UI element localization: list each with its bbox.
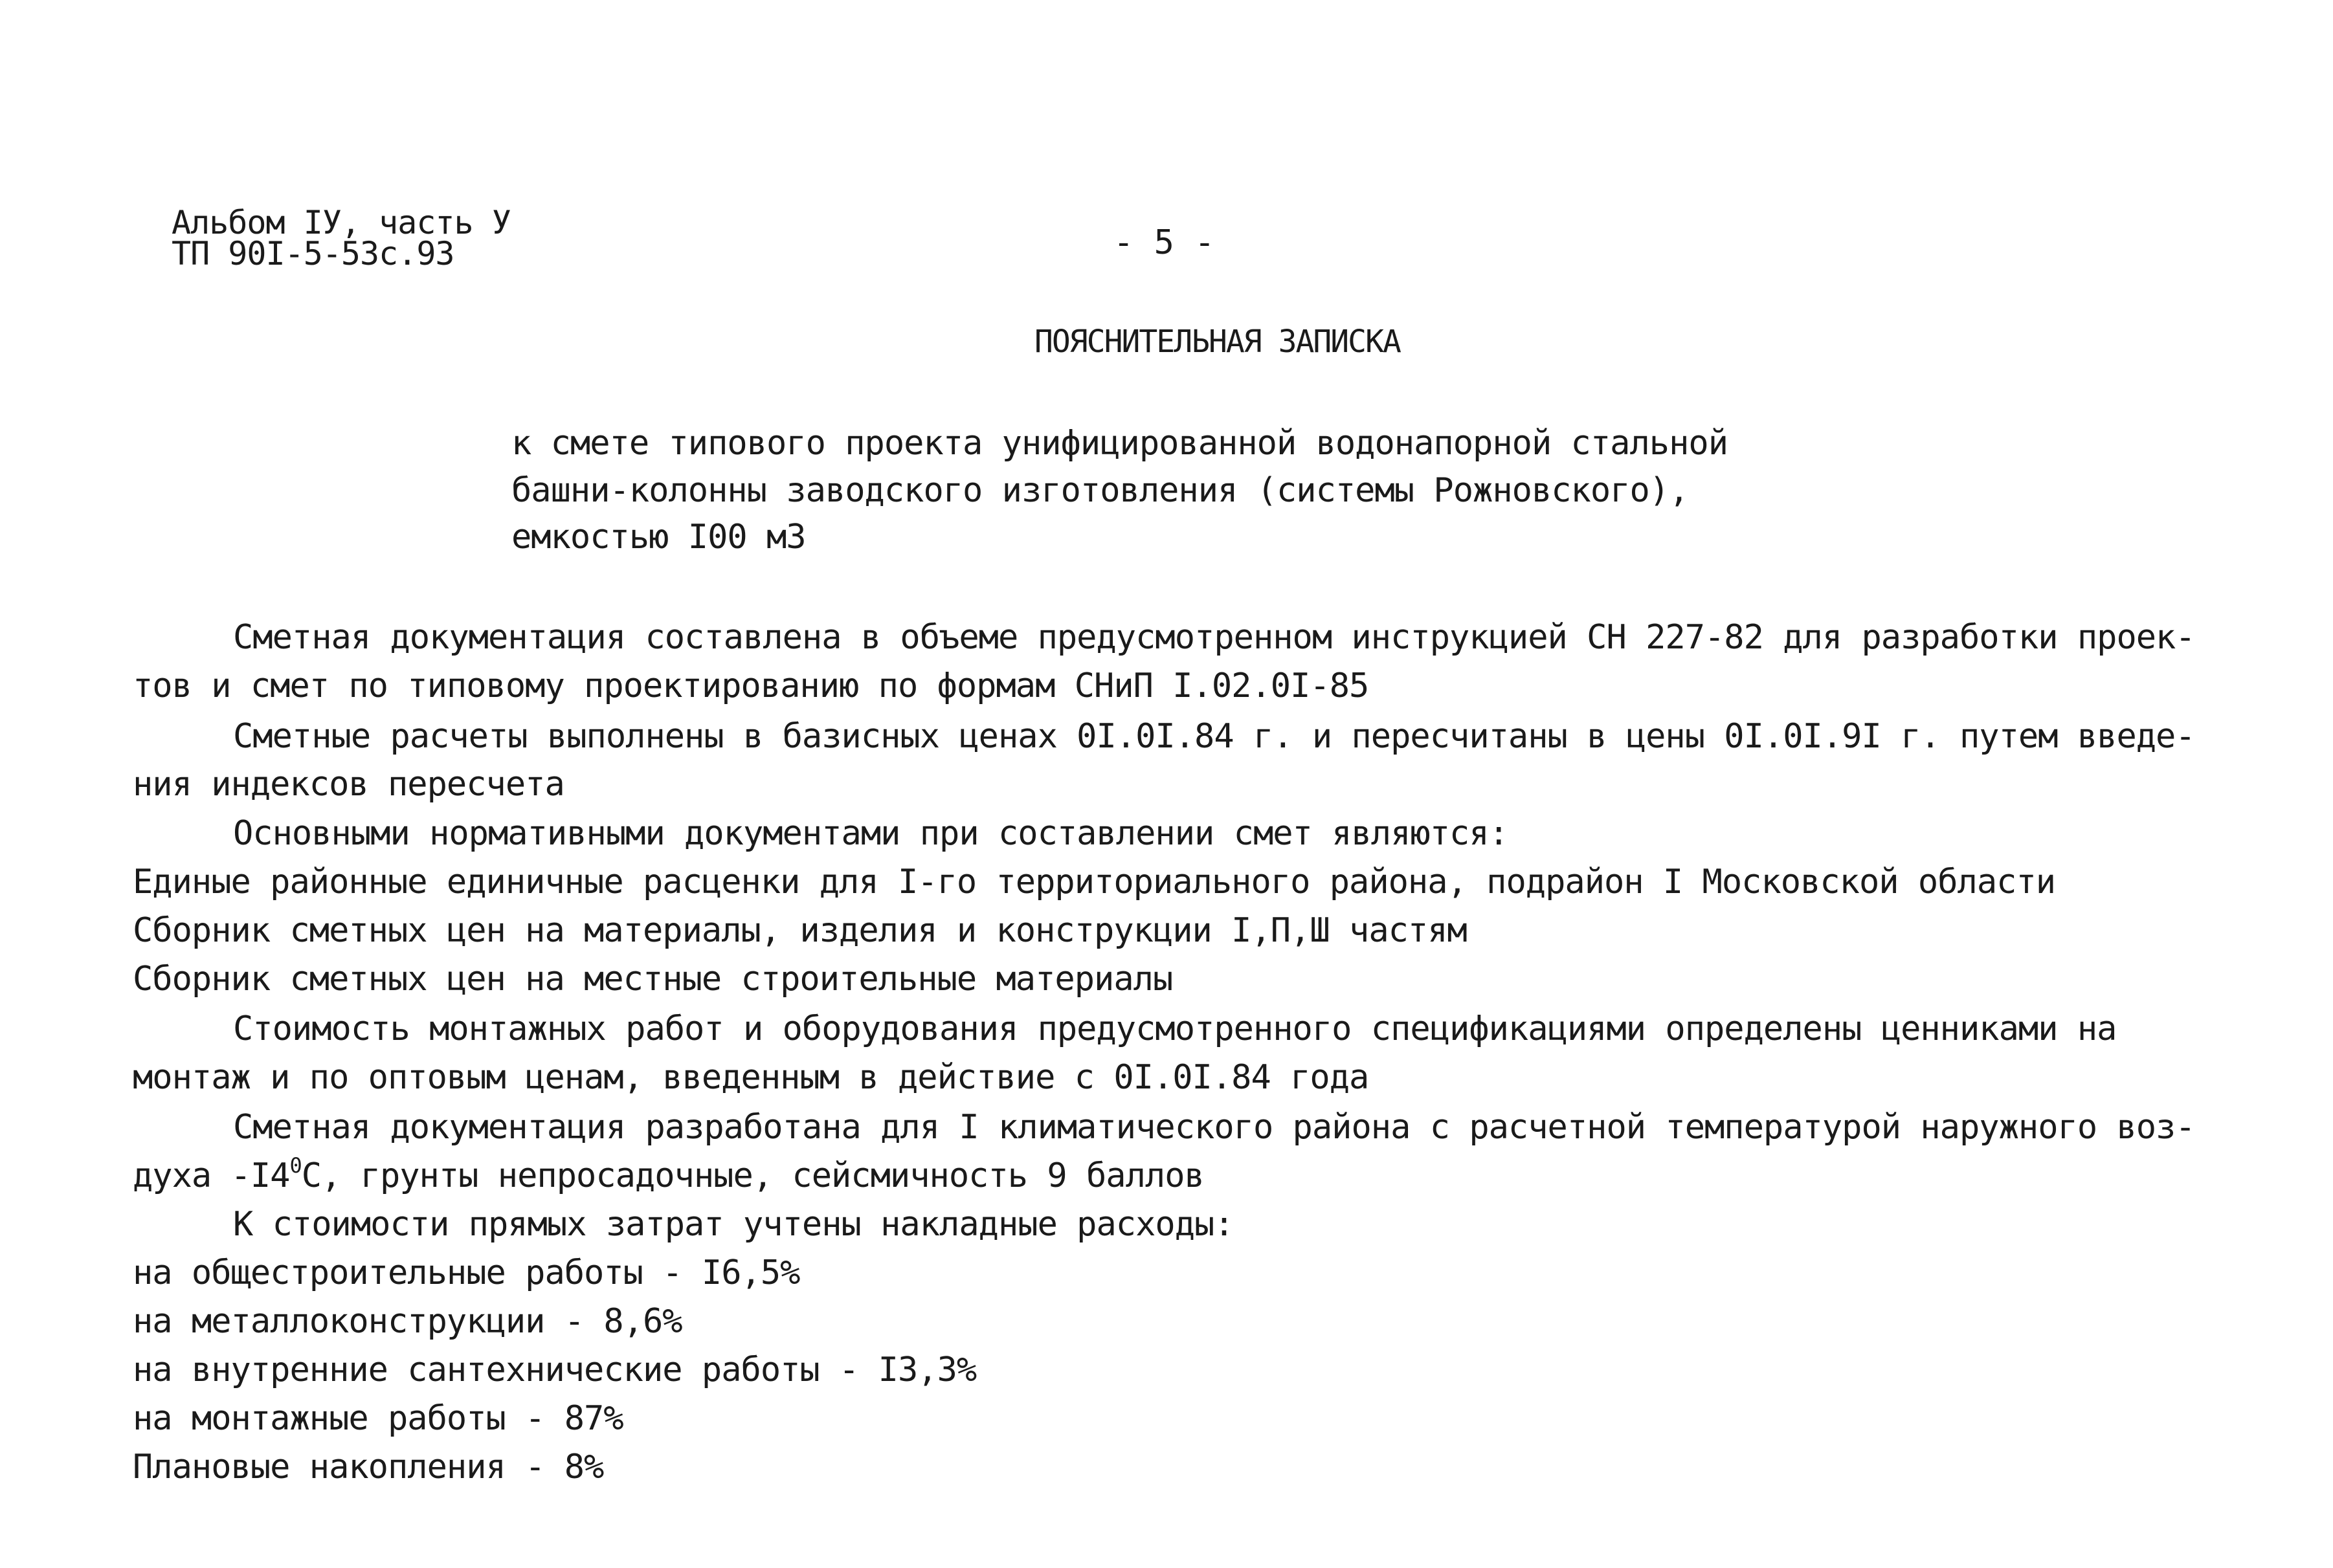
planned-savings-rate: Плановые накопления - 8% — [133, 1448, 604, 1486]
climate-text-suffix: С, грунты непросадочные, сейсмичность 9 баллов — [301, 1156, 1204, 1195]
paragraph-4-line-2: монтаж и по оптовым ценам, введенным в действие с 0I.0I.84 года — [133, 1058, 1369, 1097]
paragraph-2-line-2: ния индексов пересчета — [133, 765, 564, 804]
overhead-rate-general-construction: на общестроительные работы - I6,5% — [133, 1253, 800, 1292]
subtitle-line-3: емкостью I00 м3 — [511, 518, 806, 557]
overhead-rate-plumbing: на внутренние сантехнические работы - I3,3% — [133, 1351, 977, 1389]
page-title: ПОЯСНИТЕЛЬНАЯ ЗАПИСКА — [1034, 324, 1400, 360]
paragraph-1-line-1: Сметная документация составлена в объеме предусмотренном инструкцией СН 227-82 для разработки проек- — [233, 618, 2195, 657]
paragraph-3-line-1: Основными нормативными документами при составлении смет являются: — [233, 814, 1508, 853]
normative-list-item-3: Сборник сметных цен на местные строительные материалы — [133, 960, 1173, 999]
paragraph-2-line-1: Сметные расчеты выполнены в базисных ценах 0I.0I.84 г. и пересчитаны в цены 0I.0I.9I г. путем введе- — [233, 717, 2195, 756]
normative-list-item-1: Единые районные единичные расценки для I-го территориального района, подрайон I Московской области — [133, 863, 2056, 901]
paragraph-5-line-1: Сметная документация разработана для I климатического района с расчетной температурой наружного воз- — [233, 1108, 2195, 1147]
album-reference: Альбом IУ, часть У — [172, 204, 511, 241]
paragraph-4-line-1: Стоимость монтажных работ и оборудования предусмотренного спецификациями определены ценниками на — [233, 1010, 2117, 1048]
normative-list-item-2: Сборник сметных цен на материалы, изделия и конструкции I,П,Ш частям — [133, 911, 1467, 950]
page-number: - 5 - — [1113, 223, 1215, 262]
paragraph-1-line-2: тов и смет по типовому проектированию по формам СНиП I.02.0I-85 — [133, 667, 1369, 705]
climate-text-prefix: духа -I4 — [133, 1156, 290, 1195]
subtitle-line-1: к смете типового проекта унифицированной водонапорной стальной — [511, 424, 1728, 463]
subtitle-line-2: башни-колонны заводского изготовления (системы Рожновского), — [511, 471, 1689, 510]
project-code: ТП 90I-5-53с.93 — [172, 235, 454, 272]
overhead-rate-metal-structures: на металлоконструкции - 8,6% — [133, 1302, 682, 1341]
degree-superscript: 0 — [289, 1153, 302, 1178]
paragraph-6-line-1: К стоимости прямых затрат учтены накладные расходы: — [233, 1205, 1234, 1244]
paragraph-5-line-2 — [133, 1153, 1204, 1195]
overhead-rate-installation: на монтажные работы - 87% — [133, 1399, 623, 1438]
